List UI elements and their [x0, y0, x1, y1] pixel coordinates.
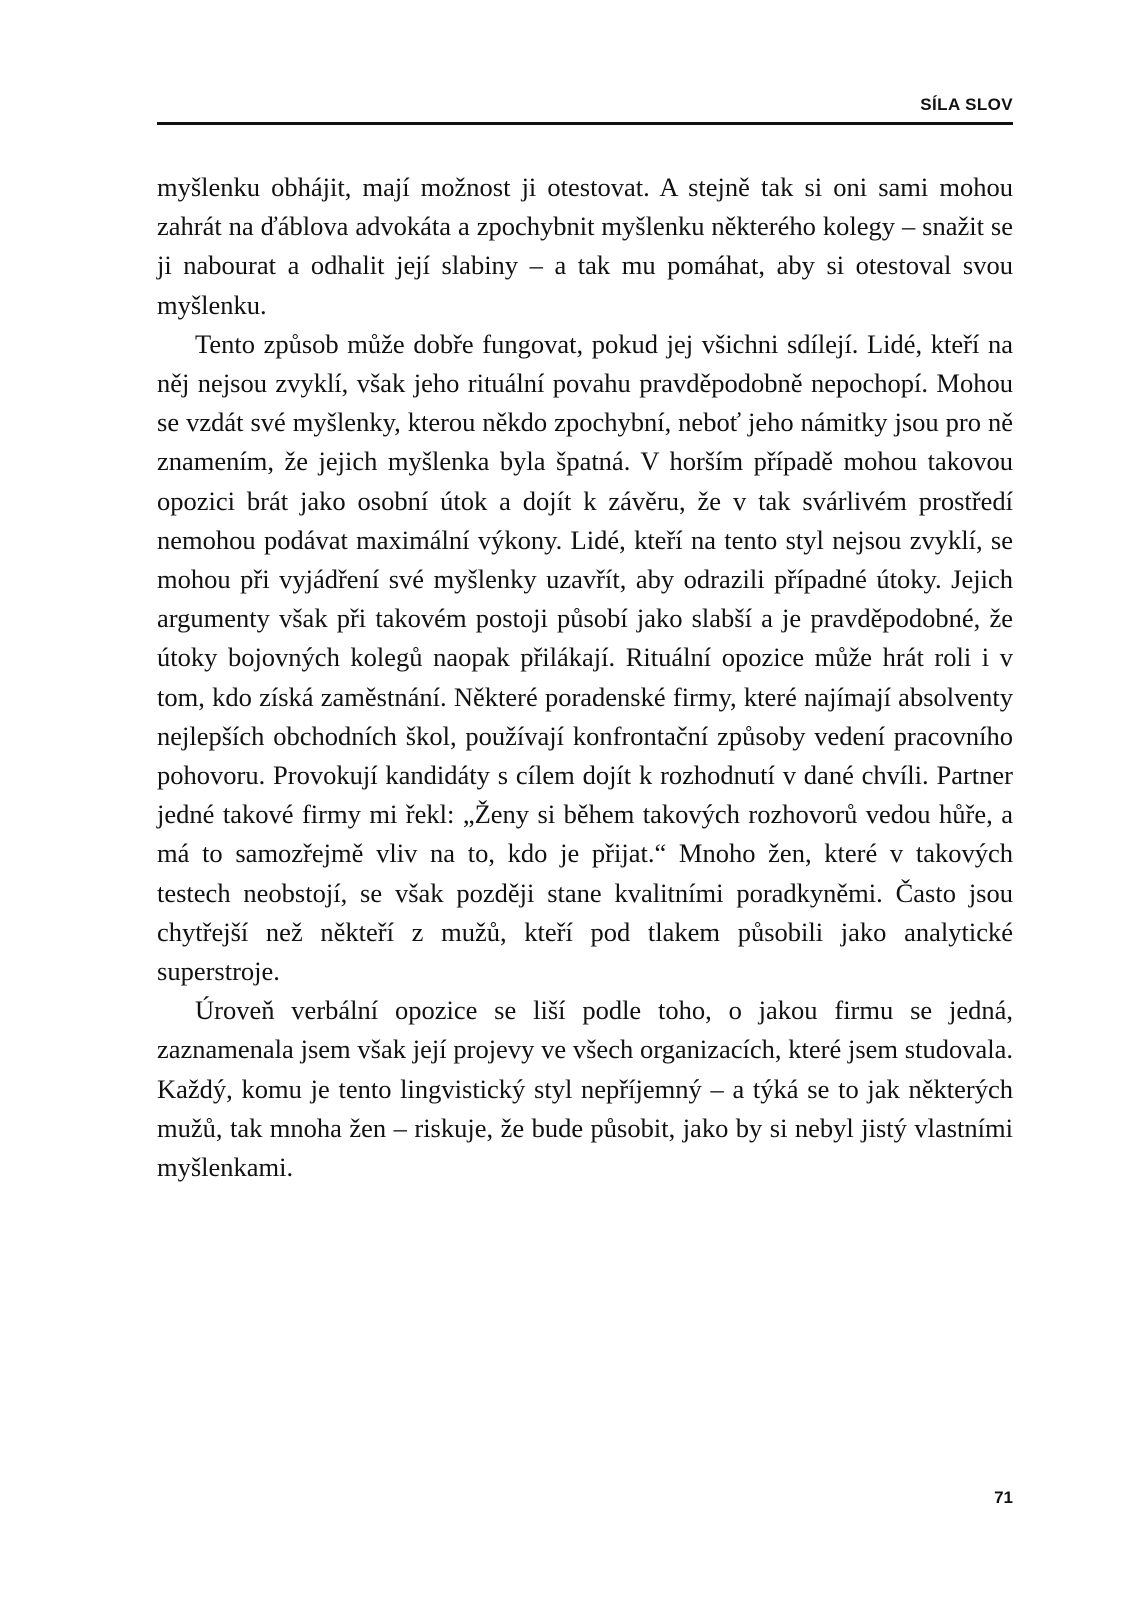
page-number: 71	[994, 1488, 1013, 1507]
paragraph: Tento způsob může dobře fungovat, pokud jej všichni sdílejí. Lidé, kteří na něj nejsou zvyklí, však jeho rituální povahu pravděpodobně nepochopí. Mohou se vzdát své myšlenky, kterou někdo zpochybní, neboť jeho námitky jsou pro ně znamením, že jejich myšlenka byla špatná. V horším případě mohou takovou opozici brát jako osobní útok a dojít k závěru, že v tak svárlivém prostředí nemohou podávat maximální výkony. Lidé, kteří na tento styl nejsou zvyklí, se mohou při vyjádření své myšlenky uzavřít, aby odrazili případné útoky. Jejich argumenty však při takovém postoji působí jako slabší a je pravděpodobné, že útoky bojovných kolegů naopak přilákají. Rituální opozice může hrát roli i v tom, kdo získá zaměstnání. Některé poradenské firmy, které najímají absolventy nejlepších obchodních škol, používají konfrontační způsoby vedení pracovního pohovoru. Provokují kandidáty s cílem dojít k rozhodnutí v dané chvíli. Partner jedné takové firmy mi řekl: „Ženy si během takových rozhovorů vedou hůře, a má to samozřejmě vliv na to, kdo je přijat.“ Mnoho žen, které v takových testech neobstojí, se však později stane kvalitními poradkyněmi. Často jsou chytřejší než někteří z mužů, kteří pod tlakem působili jako analytické superstroje.	[157, 328, 1013, 987]
paragraph: myšlenku obhájit, mají možnost ji otestovat. A stejně tak si oni sami mohou zahrát na ďáblova advokáta a zpochybnit myšlenku některého kolegy – snažit se ji nabourat a odhalit její slabiny – a tak mu pomáhat, aby si otestoval svou myšlenku.	[157, 172, 1013, 320]
body-text	[157, 168, 1013, 1187]
paragraph: Úroveň verbální opozice se liší podle toho, o jakou firmu se jedná, zaznamenala jsem však její projevy ve všech organizacích, které jsem studovala. Každý, komu je tento lingvistický styl nepříjemný – a týká se to jak některých mužů, tak mnoha žen – riskuje, že bude působit, jako by si nebyl jistý vlastními myšlenkami.	[157, 995, 1013, 1183]
running-head: SÍLA SLOV	[920, 95, 1013, 114]
header-rule	[157, 122, 1013, 125]
